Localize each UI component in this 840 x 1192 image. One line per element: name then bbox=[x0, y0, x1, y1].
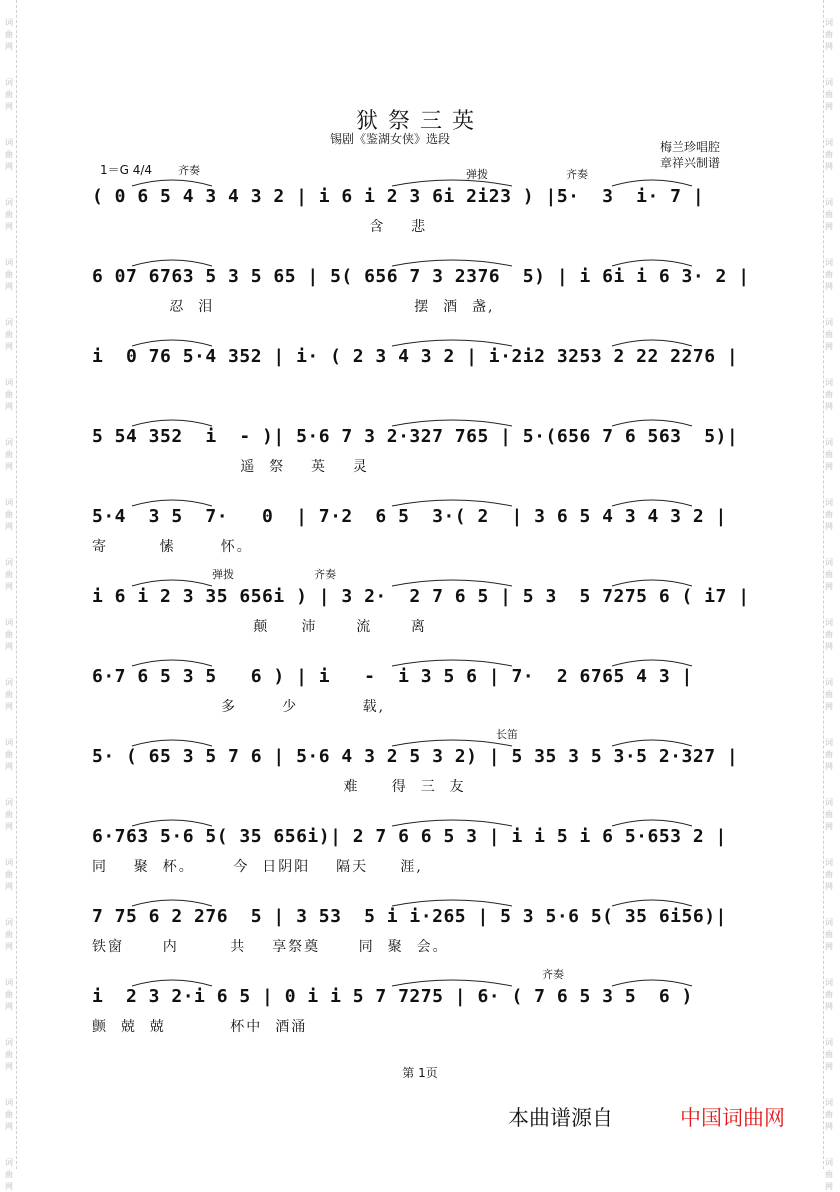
watermark-char: 网 bbox=[5, 342, 13, 351]
notation-row: 6·763 5·6 5( 35 656i)| 2 7 6 6 5 3 | i i 5 i 6 5·653 2 | bbox=[92, 826, 727, 847]
notation-row: i 0 76 5·4 352 | i· ( 2 3 4 3 2 | i·2i2 3253 2 22 2276 | bbox=[92, 346, 739, 367]
notation-row: 5 54 352 i - )| 5·6 7 3 2·327 765 | 5·(656 7 6 563 5)| bbox=[92, 426, 739, 447]
watermark-char: 曲 bbox=[825, 1110, 833, 1119]
watermark-char: 词 bbox=[5, 18, 13, 27]
instrument-annotation: 齐奏 bbox=[566, 168, 588, 181]
watermark-char: 曲 bbox=[5, 450, 13, 459]
watermark-char: 网 bbox=[825, 162, 833, 171]
watermark-char: 曲 bbox=[825, 90, 833, 99]
watermark-char: 网 bbox=[825, 462, 833, 471]
watermark-char: 词 bbox=[5, 918, 13, 927]
watermark-char: 词 bbox=[5, 1038, 13, 1047]
key-signature: 1＝G 4/4 bbox=[100, 163, 153, 177]
watermark-char: 曲 bbox=[5, 930, 13, 939]
watermark-char: 曲 bbox=[5, 810, 13, 819]
watermark-char: 曲 bbox=[5, 750, 13, 759]
lyrics-row: 忍 泪 摆 酒 盏, bbox=[92, 299, 495, 315]
watermark-char: 词 bbox=[5, 378, 13, 387]
watermark-char: 曲 bbox=[825, 750, 833, 759]
site-name: 中国词曲网 bbox=[680, 1106, 785, 1130]
watermark-char: 词 bbox=[5, 258, 13, 267]
instrument-annotation: 弹拨 bbox=[466, 168, 488, 181]
instrument-annotation: 弹拨 bbox=[212, 568, 234, 581]
watermark-char: 词 bbox=[825, 738, 833, 747]
watermark-char: 网 bbox=[5, 162, 13, 171]
watermark-char: 曲 bbox=[825, 210, 833, 219]
watermark-char: 网 bbox=[5, 222, 13, 231]
watermark-char: 网 bbox=[5, 822, 13, 831]
watermark-char: 词 bbox=[825, 918, 833, 927]
watermark-char: 词 bbox=[825, 138, 833, 147]
lyrics-row: 铁窗 内 共 享祭奠 同 聚 会。 bbox=[92, 939, 449, 955]
watermark-char: 词 bbox=[825, 258, 833, 267]
watermark-char: 网 bbox=[5, 882, 13, 891]
score-subtitle: 锡剧《鉴湖女侠》选段 bbox=[330, 132, 451, 146]
watermark-char: 网 bbox=[825, 642, 833, 651]
watermark-char: 网 bbox=[825, 1062, 833, 1071]
watermark-char: 网 bbox=[5, 1062, 13, 1071]
watermark-char: 网 bbox=[825, 822, 833, 831]
notation-row: 6 07 6763 5 3 5 65 | 5( 656 7 3 2376 5) | i 6i i 6 3· 2 | bbox=[92, 266, 750, 287]
watermark-char: 曲 bbox=[5, 870, 13, 879]
watermark-char: 网 bbox=[5, 522, 13, 531]
watermark-char: 词 bbox=[5, 1158, 13, 1167]
watermark-char: 曲 bbox=[825, 30, 833, 39]
watermark-char: 词 bbox=[825, 1158, 833, 1167]
singer-credit: 梅兰珍唱腔 bbox=[660, 140, 721, 154]
watermark-char: 网 bbox=[825, 102, 833, 111]
notation-row: 5· ( 65 3 5 7 6 | 5·6 4 3 2 5 3 2) | 5 35 3 5 3·5 2·327 | bbox=[92, 746, 739, 767]
watermark-char: 网 bbox=[825, 282, 833, 291]
watermark-char: 词 bbox=[5, 1098, 13, 1107]
watermark-char: 网 bbox=[825, 522, 833, 531]
watermark-char: 词 bbox=[825, 198, 833, 207]
watermark-char: 词 bbox=[5, 618, 13, 627]
watermark-char: 网 bbox=[5, 462, 13, 471]
watermark-char: 词 bbox=[825, 798, 833, 807]
lyrics-row: 难 得 三 友 bbox=[92, 779, 466, 795]
watermark-char: 网 bbox=[5, 42, 13, 51]
watermark-char: 词 bbox=[825, 1098, 833, 1107]
lyrics-row: 寄 愫 怀。 bbox=[92, 539, 253, 555]
watermark-char: 曲 bbox=[825, 270, 833, 279]
watermark-char: 曲 bbox=[825, 630, 833, 639]
watermark-char: 网 bbox=[825, 342, 833, 351]
notation-row: 6·7 6 5 3 5 6 ) | i - i 3 5 6 | 7· 2 6765 4 3 | bbox=[92, 666, 693, 687]
notation-row: ( 0 6 5 4 3 4 3 2 | i 6 i 2 3 6i 2i23 ) |5· 3 i· 7 | bbox=[92, 186, 705, 207]
watermark-char: 曲 bbox=[825, 870, 833, 879]
instrument-annotation: 齐奏 bbox=[314, 568, 336, 581]
watermark-char: 曲 bbox=[5, 90, 13, 99]
watermark-char: 网 bbox=[5, 1182, 13, 1191]
notation-row: i 6 i 2 3 35 656i ) | 3 2· 2 7 6 5 | 5 3 5 7275 6 ( i7 | bbox=[92, 586, 750, 607]
watermark-char: 曲 bbox=[825, 390, 833, 399]
watermark-char: 词 bbox=[5, 438, 13, 447]
watermark-char: 词 bbox=[5, 198, 13, 207]
watermark-char: 网 bbox=[5, 582, 13, 591]
watermark-char: 网 bbox=[5, 282, 13, 291]
watermark-char: 网 bbox=[825, 402, 833, 411]
lyrics-row: 含 悲 bbox=[92, 219, 428, 235]
watermark-char: 曲 bbox=[5, 330, 13, 339]
watermark-char: 网 bbox=[5, 1122, 13, 1131]
watermark-char: 曲 bbox=[5, 1050, 13, 1059]
watermark-char: 曲 bbox=[825, 930, 833, 939]
watermark-char: 曲 bbox=[5, 1110, 13, 1119]
watermark-char: 网 bbox=[5, 762, 13, 771]
watermark-char: 词 bbox=[825, 78, 833, 87]
watermark-char: 词 bbox=[5, 858, 13, 867]
watermark-char: 词 bbox=[5, 678, 13, 687]
notation-row: 7 75 6 2 276 5 | 3 53 5 i i·265 | 5 3 5·6 5( 35 6i56)| bbox=[92, 906, 727, 927]
watermark-char: 词 bbox=[825, 678, 833, 687]
instrument-annotation: 长笛 bbox=[496, 728, 518, 741]
intro-qizou-label: 齐奏 bbox=[178, 164, 200, 177]
watermark-char: 网 bbox=[5, 702, 13, 711]
watermark-char: 词 bbox=[825, 498, 833, 507]
watermark-char: 词 bbox=[5, 498, 13, 507]
score-title: 狱祭三英 bbox=[355, 109, 484, 134]
watermark-char: 词 bbox=[5, 78, 13, 87]
watermark-char: 词 bbox=[825, 18, 833, 27]
notation-row: 5·4 3 5 7· 0 | 7·2 6 5 3·( 2 | 3 6 5 4 3 4 3 2 | bbox=[92, 506, 727, 527]
source-text: 本曲谱源自 bbox=[508, 1106, 613, 1130]
watermark-char: 词 bbox=[5, 978, 13, 987]
lyrics-row: 同 聚 杯。 今 日阴阳 隔天 涯, bbox=[92, 859, 423, 875]
instrument-annotation: 齐奏 bbox=[542, 968, 564, 981]
watermark-char: 网 bbox=[825, 1122, 833, 1131]
watermark-char: 曲 bbox=[5, 1170, 13, 1179]
watermark-char: 词 bbox=[5, 738, 13, 747]
watermark-char: 网 bbox=[825, 702, 833, 711]
notation-row: i 2 3 2·i 6 5 | 0 i i 5 7 7275 | 6· ( 7 6 5 3 5 6 ) bbox=[92, 986, 693, 1007]
notation-credit: 章祥兴制谱 bbox=[660, 156, 721, 170]
watermark-char: 网 bbox=[825, 1002, 833, 1011]
watermark-char: 曲 bbox=[5, 270, 13, 279]
watermark-char: 曲 bbox=[825, 1170, 833, 1179]
watermark-char: 词 bbox=[825, 558, 833, 567]
page-number: 第 1页 bbox=[402, 1066, 438, 1080]
lyrics-row: 遥 祭 英 灵 bbox=[92, 459, 369, 475]
watermark-char: 词 bbox=[825, 858, 833, 867]
watermark-char: 曲 bbox=[825, 810, 833, 819]
watermark-char: 网 bbox=[825, 222, 833, 231]
lyrics-row: 颠 沛 流 离 bbox=[92, 619, 427, 635]
watermark-char: 词 bbox=[825, 378, 833, 387]
watermark-char: 曲 bbox=[825, 570, 833, 579]
watermark-char: 曲 bbox=[5, 30, 13, 39]
watermark-char: 词 bbox=[825, 1038, 833, 1047]
watermark-char: 曲 bbox=[5, 630, 13, 639]
watermark-char: 网 bbox=[5, 942, 13, 951]
watermark-char: 词 bbox=[825, 618, 833, 627]
watermark-char: 网 bbox=[825, 942, 833, 951]
watermark-char: 网 bbox=[825, 762, 833, 771]
watermark-char: 词 bbox=[5, 558, 13, 567]
watermark-char: 词 bbox=[5, 138, 13, 147]
watermark-char: 曲 bbox=[825, 690, 833, 699]
watermark-char: 曲 bbox=[5, 150, 13, 159]
watermark-char: 曲 bbox=[5, 390, 13, 399]
watermark-char: 曲 bbox=[825, 510, 833, 519]
watermark-char: 词 bbox=[825, 978, 833, 987]
watermark-char: 网 bbox=[5, 102, 13, 111]
watermark-char: 曲 bbox=[5, 990, 13, 999]
lyrics-row: 多 少 载, bbox=[92, 699, 386, 715]
watermark-char: 曲 bbox=[825, 450, 833, 459]
watermark-char: 网 bbox=[825, 582, 833, 591]
watermark-char: 曲 bbox=[825, 330, 833, 339]
watermark-char: 曲 bbox=[825, 990, 833, 999]
watermark-char: 网 bbox=[825, 1182, 833, 1191]
lyrics-row: 颤 兢 兢 杯中 酒涌 bbox=[92, 1019, 308, 1035]
watermark-char: 词 bbox=[5, 798, 13, 807]
watermark-char: 词 bbox=[5, 318, 13, 327]
watermark-char: 词 bbox=[825, 438, 833, 447]
watermark-char: 网 bbox=[825, 42, 833, 51]
watermark-char: 网 bbox=[5, 402, 13, 411]
watermark-char: 网 bbox=[5, 642, 13, 651]
watermark-char: 网 bbox=[5, 1002, 13, 1011]
watermark-char: 网 bbox=[825, 882, 833, 891]
watermark-char: 曲 bbox=[5, 510, 13, 519]
watermark-char: 词 bbox=[825, 318, 833, 327]
watermark-char: 曲 bbox=[825, 1050, 833, 1059]
watermark-char: 曲 bbox=[5, 690, 13, 699]
watermark-char: 曲 bbox=[5, 210, 13, 219]
watermark-char: 曲 bbox=[5, 570, 13, 579]
watermark-char: 曲 bbox=[825, 150, 833, 159]
